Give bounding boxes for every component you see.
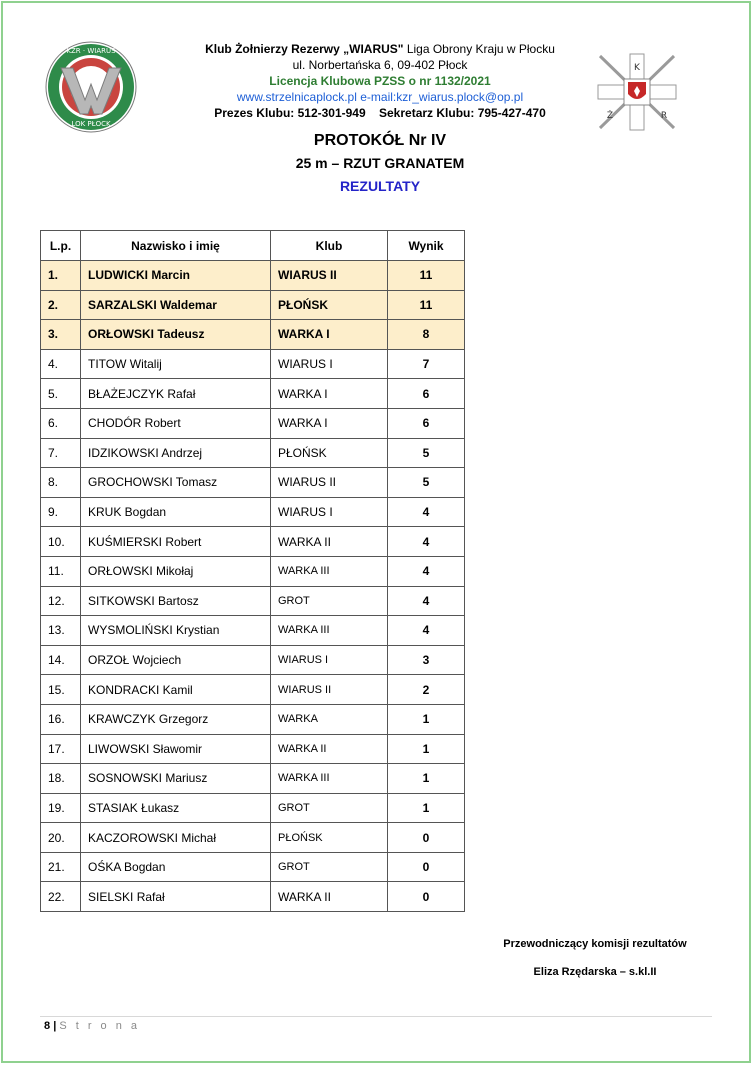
name-cell: KONDRACKI Kamil <box>81 675 271 705</box>
score-cell: 7 <box>388 349 465 379</box>
position-cell: 5. <box>41 379 81 409</box>
signature-role: Przewodniczący komisji rezultatów <box>503 938 687 950</box>
name-cell: KRUK Bogdan <box>81 497 271 527</box>
score-cell: 0 <box>388 852 465 882</box>
club-cell: PŁOŃSK <box>271 823 388 853</box>
table-row <box>41 527 465 557</box>
club-cell: WARKA I <box>271 320 388 350</box>
club-cell: WARKA <box>271 704 388 734</box>
position-cell: 1. <box>41 261 81 291</box>
score-cell: 4 <box>388 497 465 527</box>
position-cell: 22. <box>41 882 81 912</box>
score-cell: 6 <box>388 379 465 409</box>
name-cell: OŚKA Bogdan <box>81 852 271 882</box>
position-cell: 13. <box>41 616 81 646</box>
score-cell: 4 <box>388 556 465 586</box>
club-cell: WIARUS II <box>271 675 388 705</box>
score-cell: 1 <box>388 734 465 764</box>
position-cell: 3. <box>41 320 81 350</box>
name-cell: SIELSKI Rafał <box>81 882 271 912</box>
emblem-letter-r: R <box>660 111 668 121</box>
secretary-phone: Sekretarz Klubu: 795-427-470 <box>379 106 546 120</box>
score-cell: 6 <box>388 408 465 438</box>
club-cell: WIARUS I <box>271 349 388 379</box>
position-cell: 18. <box>41 764 81 794</box>
name-cell: SOSNOWSKI Mariusz <box>81 764 271 794</box>
table-row <box>41 616 465 646</box>
name-cell: LIWOWSKI Sławomir <box>81 734 271 764</box>
name-cell: IDZIKOWSKI Andrzej <box>81 438 271 468</box>
table-row <box>41 438 465 468</box>
position-cell: 7. <box>41 438 81 468</box>
page-label: S t r o n a <box>59 1020 141 1032</box>
name-cell: TITOW Witalij <box>81 349 271 379</box>
president-phone: Prezes Klubu: 512-301-949 <box>214 106 366 120</box>
club-contacts <box>180 105 580 121</box>
club-cell: WARKA III <box>271 556 388 586</box>
club-cell: WARKA III <box>271 616 388 646</box>
score-cell: 11 <box>388 261 465 291</box>
table-row <box>41 379 465 409</box>
club-cell: WIARUS II <box>271 261 388 291</box>
club-cell: WARKA II <box>271 734 388 764</box>
name-cell: WYSMOLIŃSKI Krystian <box>81 616 271 646</box>
table-row <box>41 408 465 438</box>
name-cell: SARZALSKI Waldemar <box>81 290 271 320</box>
position-cell: 6. <box>41 408 81 438</box>
position-cell: 12. <box>41 586 81 616</box>
position-cell: 9. <box>41 497 81 527</box>
table-row <box>41 586 465 616</box>
club-logo <box>44 40 138 134</box>
score-cell: 4 <box>388 527 465 557</box>
name-cell: BŁAŻEJCZYK Rafał <box>81 379 271 409</box>
emblem-letter-z: Ż <box>606 111 614 121</box>
column-header-position: L.p. <box>41 231 81 261</box>
score-cell: 0 <box>388 823 465 853</box>
club-web-email: www.strzelnicaplock.pl e-mail:kzr_wiarus.plock@op.pl <box>236 90 524 104</box>
name-cell: KUŚMIERSKI Robert <box>81 527 271 557</box>
position-cell: 20. <box>41 823 81 853</box>
score-cell: 1 <box>388 764 465 794</box>
name-cell: CHODÓR Robert <box>81 408 271 438</box>
footer-separator: | <box>53 1020 57 1032</box>
club-logo-top-text: KŻR · WIARUS <box>66 47 116 55</box>
column-header-club: Klub <box>271 231 388 261</box>
position-cell: 15. <box>41 675 81 705</box>
club-name: Klub Żołnierzy Rezerwy „WIARUS" <box>205 42 404 56</box>
club-cell: GROT <box>271 852 388 882</box>
table-row <box>41 704 465 734</box>
table-row <box>41 793 465 823</box>
event-title: 25 m – RZUT GRANATEM <box>295 155 465 171</box>
protocol-title: PROTOKÓŁ Nr IV <box>313 132 447 149</box>
name-cell: LUDWICKI Marcin <box>81 261 271 291</box>
position-cell: 2. <box>41 290 81 320</box>
score-cell: 4 <box>388 616 465 646</box>
position-cell: 17. <box>41 734 81 764</box>
title-block <box>180 130 580 198</box>
score-cell: 1 <box>388 793 465 823</box>
column-header-name: Nazwisko i imię <box>81 231 271 261</box>
score-cell: 3 <box>388 645 465 675</box>
club-cell: WIARUS I <box>271 645 388 675</box>
position-cell: 21. <box>41 852 81 882</box>
position-cell: 16. <box>41 704 81 734</box>
score-cell: 4 <box>388 586 465 616</box>
club-license: Licencja Klubowa PZSS o nr 1132/2021 <box>269 74 491 88</box>
table-row <box>41 497 465 527</box>
club-cell: PŁOŃSK <box>271 438 388 468</box>
name-cell: STASIAK Łukasz <box>81 793 271 823</box>
club-cell: GROT <box>271 793 388 823</box>
score-cell: 5 <box>388 468 465 498</box>
table-row <box>41 882 465 912</box>
table-row <box>41 675 465 705</box>
position-cell: 14. <box>41 645 81 675</box>
position-cell: 11. <box>41 556 81 586</box>
table-row <box>41 261 465 291</box>
page-footer <box>44 1020 140 1032</box>
club-name-line <box>180 41 580 57</box>
name-cell: KRAWCZYK Grzegorz <box>81 704 271 734</box>
table-row <box>41 764 465 794</box>
score-cell: 5 <box>388 438 465 468</box>
table-row <box>41 349 465 379</box>
club-address: ul. Norbertańska 6, 09-402 Płock <box>292 58 468 72</box>
signature-name: Eliza Rzędarska – s.kl.II <box>533 966 657 978</box>
club-affiliation: Liga Obrony Kraju w Płocku <box>403 42 555 56</box>
club-cell: WARKA II <box>271 527 388 557</box>
club-cell: WARKA I <box>271 408 388 438</box>
table-row <box>41 823 465 853</box>
name-cell: GROCHOWSKI Tomasz <box>81 468 271 498</box>
score-cell: 11 <box>388 290 465 320</box>
score-cell: 1 <box>388 704 465 734</box>
table-row <box>41 556 465 586</box>
club-cell: PŁOŃSK <box>271 290 388 320</box>
club-cell: GROT <box>271 586 388 616</box>
club-cell: WIARUS I <box>271 497 388 527</box>
table-row <box>41 468 465 498</box>
name-cell: KACZOROWSKI Michał <box>81 823 271 853</box>
club-logo-bottom-text: LOK PŁOCK <box>71 120 111 128</box>
club-cell: WARKA III <box>271 764 388 794</box>
results-body <box>41 261 465 912</box>
results-table <box>40 230 465 912</box>
score-cell: 0 <box>388 882 465 912</box>
kzr-emblem <box>592 50 682 134</box>
position-cell: 19. <box>41 793 81 823</box>
position-cell: 8. <box>41 468 81 498</box>
club-cell: WIARUS II <box>271 468 388 498</box>
position-cell: 4. <box>41 349 81 379</box>
table-row <box>41 290 465 320</box>
position-cell: 10. <box>41 527 81 557</box>
emblem-letter-k: K <box>634 63 640 73</box>
name-cell: ORZOŁ Wojciech <box>81 645 271 675</box>
table-row <box>41 852 465 882</box>
name-cell: ORŁOWSKI Mikołaj <box>81 556 271 586</box>
club-cell: WARKA II <box>271 882 388 912</box>
table-row <box>41 320 465 350</box>
table-header-row <box>41 231 465 261</box>
footer-divider <box>40 1016 712 1017</box>
name-cell: SITKOWSKI Bartosz <box>81 586 271 616</box>
results-heading: REZULTATY <box>339 178 421 194</box>
table-row <box>41 645 465 675</box>
letterhead <box>180 41 580 121</box>
club-cell: WARKA I <box>271 379 388 409</box>
name-cell: ORŁOWSKI Tadeusz <box>81 320 271 350</box>
score-cell: 2 <box>388 675 465 705</box>
column-header-score: Wynik <box>388 231 465 261</box>
page-number: 8 <box>44 1020 51 1032</box>
score-cell: 8 <box>388 320 465 350</box>
table-row <box>41 734 465 764</box>
